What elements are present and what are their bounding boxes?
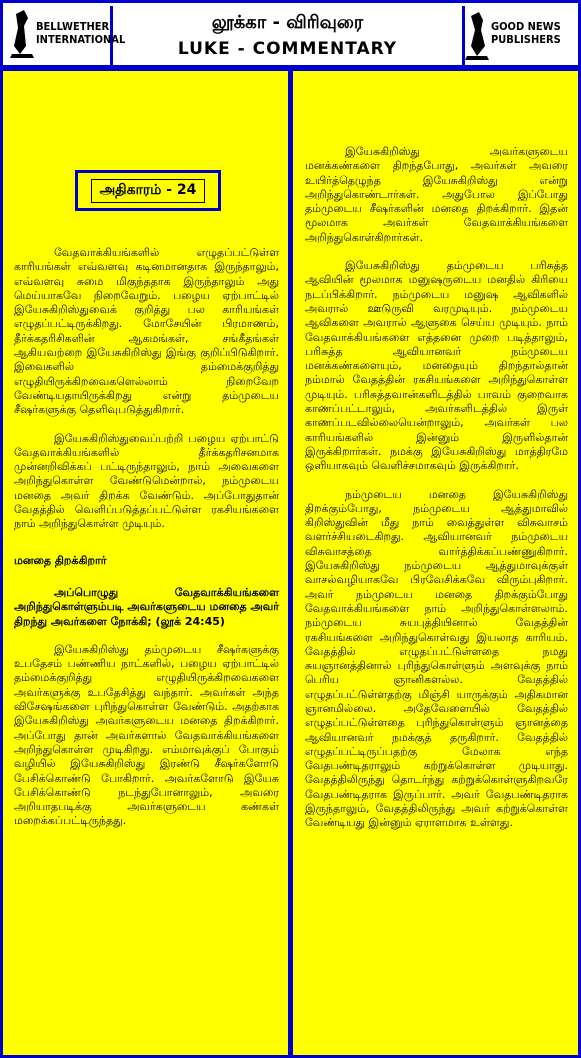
logo-right-line2: PUBLISHERS	[491, 33, 561, 46]
left-paragraph-1: வேதவாக்கியங்களில் எழுதப்பட்டுள்ள காரியங்கள் எவ்வளவு கடினமானதாக இருந்தாலும், எவ்வளவு சுமை மிகுந்ததாக இருந்தாலும் அது மெய்யாகவே நிறைவேறும். பழைய ஏற்பாட்டில் இயேசுகிறிஸ்துவைக் குறித்து பல காரியங்கள் எழுதப்பட்டிருக்கிறது. மோசேயின் பிரமாணம், தீர்க்கதரிசிகளின் ஆகமங்கள், சங்கீதங்கள் ஆகியவற்றை இயேசுகிறிஸ்து இங்கு குறிப்பிடுகிறார். இவைகளில் தம்மைக்குறித்து எழுதியிருக்கிறவைகளெல்லாம் நிறைவேற வேண்டியதாயிருக்கிறது என்று தம்முடைய சீஷர்களுக்கு தெளிவுபடுத்துகிறார்.	[14, 246, 279, 417]
logo-left-line2: INTERNATIONAL	[36, 33, 126, 46]
right-text	[305, 145, 568, 845]
section-subheading: மனதை திறக்கிறார்	[14, 553, 107, 567]
title-english: LUKE - COMMENTARY	[177, 39, 398, 59]
logo-left-line1: BELLWETHER	[36, 20, 110, 33]
chapter-label: அதிகாரம் - 24	[91, 179, 206, 203]
right-column	[290, 68, 581, 1058]
right-paragraph-1: இயேசுகிறிஸ்து அவர்களுடைய மனக்கண்களை திறந்தபோது, அவர்கள் அவரை உயிர்த்தெழுந்த இயேசுகிறிஸ்து என்று அறிந்துகொண்டார்கள். அதுபோல இப்போது தம்முடைய சீஷர்களின் மனதை திறக்கிறார். இதன் மூலமாக அவர்கள் வேதவாக்கியங்களை அறிந்துகொள்கிறார்கள்.	[305, 145, 568, 244]
scripture-quote: அப்பொழுது வேதவாக்கியங்களை அறிந்துகொள்ளும்படி அவர்களுடைய மனதை அவர் திறந்து அவர்களை நோக்கி; (லூக் 24:45)	[14, 585, 279, 628]
title-tamil: லூக்கா - விரிவுரை	[211, 12, 364, 33]
right-paragraph-3: நம்முடைய மனதை இயேசுகிறிஸ்து திறக்கும்போது, நம்முடைய ஆத்துமாவில் கிறிஸ்துவின் மீது நாம் வைத்துள்ள விசுவாசம் வளர்ச்சியடைகிறது. ஆவியானவர் நம்முடைய விசுவாசத்தை வார்த்திக்கப்பண்ணுகிறார். இயேசுகிறிஸ்து நம்முடைய ஆத்துமாவுக்குள் வாசல்வழியாகவே பிரவேசிக்கவே விரும்புகிறார். அவர் நம்முடைய மனதை திறக்கும்போது வேதவாக்கியங்களை நாம் அறிந்துகொள்ளலாம். நம்முடைய சுயபுத்தியினால் வேதத்தின் ரகசியங்களை அறிந்துகொள்வது இயலாத காரியம். வேதத்தில் எழுதப்பட்டுள்ளதை நமது சுயஞானத்தினால் புரிந்துகொள்ளும் அளவுக்கு நாம் பெரிய ஞானிகளல்ல. வேதத்தில் எழுதப்பட்டுள்ளதற்கு மிஞ்சி யாருக்கும் அதிகமான ஞானமில்லை. அதேவேளையில் வேதத்தில் எழுதப்பட்டுள்ளதை புரிந்துகொள்ளும் ஞானத்தை ஆவியானவர் நமக்குத் தருகிறார். வேதத்தில் எழுதப்பட்டிருப்பதற்கு மேலாக எந்த வேதபண்டிதராலும் கற்றுக்கொள்ள முடியாது. வேதத்திலிருந்து தொடர்ந்து கற்றுக்கொள்ளுகிறவரே வேதபண்டிதராக இருப்பார். அவர் வேதபண்டிதராக இருந்தாலும், வேதத்திலிருந்து அவர் கற்றுக்கொள்ள வேண்டியது இன்னும் ஏராளமாக உள்ளது.	[305, 487, 568, 830]
chapter-box	[75, 170, 221, 211]
left-column	[0, 68, 291, 1058]
right-paragraph-2: இயேசுகிறிஸ்து தம்முடைய பரிசுத்த ஆவியின் மூலமாக மனுஷருடைய மனதில் கிரியை நடப்பிக்கிறார். நம்முடைய மனுஷ ஆவிகளில் அவரால் ஊடுருவி வரமுடியும். நம்முடைய ஆவிகளை அவரால் ஆளுகை செய்ய முடியும். நாம் வேதவாக்கியங்களை எத்தனை முறை படித்தாலும், பரிசுத்த ஆவியானவர் நம்முடைய மனக்கண்களையும், மனதையும் திறந்தால்தான் நம்மால் வேதத்தின் ரகசியங்களை அறிந்துகொள்ள முடியும். பரிசுத்தவான்களிடத்தில் பாவம் குறைவாக காணப்பட்டாலும், அவர்களிடத்தில் இருள் காணப்படவில்லையென்றாலும், அவர்கள் பல காரியங்களில் இன்னும் இருளில்தான் இருக்கிறார்கள். நமக்கு இயேசுகிறிஸ்து மாத்திரமே ஒளியாகவும் வெளிச்சமாகவும் இருக்கிறார்.	[305, 259, 568, 473]
title-block	[113, 6, 462, 65]
bellwether-logo	[6, 6, 126, 65]
left-paragraph-2: இயேசுகிறிஸ்துவைப்பற்றி பழைய ஏற்பாட்டு வேதவாக்கியங்களில் தீர்க்கதரிசனமாக முன்னறிவிக்கப் பட்டிருந்தாலும், நாம் அவைகளை அறிந்துகொள்ள வேண்டுமென்றால், நம்முடைய மனதை அவர் திறக்க வேண்டும். அப்போதுதான் வேதத்தில் வெளிப்படுத்தப்பட்டுள்ள ரகசியங்களை நாம் அறிந்துகொள்ள முடியும்.	[14, 431, 279, 531]
left-paragraph-3: இயேசுகிறிஸ்து தம்முடைய சீஷர்களுக்கு உபதேசம் பண்ணிய நாட்களில், பழைய ஏற்பாட்டில் தம்மைக்குறித்து எழுதியிருக்கிறவைகளை அவர்களுக்கு உபதேசித்து வந்தார். அவர்கள் அந்த விசேஷங்களை புரிந்துகொள்ள வேண்டும். அதற்காக இயேசுகிறிஸ்து அவர்களுடைய மனதை திறக்கிறார். அப்போது தான் அவர்களால் வேதவாக்கியங்களை அறிந்துகொள்ள முடிகிறது. எம்மாவுக்குப் போகும் வழியில் இயேசுகிறிஸ்து இரண்டு சீஷர்களோடு பேசிக்கொண்டு போகிறார். அவர்களோடு இயேசு பேசிக்கொண்டு நடந்துபோனாலும், அவரை அறியாதபடிக்கு அவர்களுடைய கண்கள் மறைக்கப்பட்டிருந்தது.	[14, 642, 279, 828]
goodnews-logo	[462, 6, 575, 65]
logo-right-line1: GOOD NEWS	[491, 20, 561, 33]
header	[0, 0, 581, 68]
left-text	[14, 246, 279, 843]
